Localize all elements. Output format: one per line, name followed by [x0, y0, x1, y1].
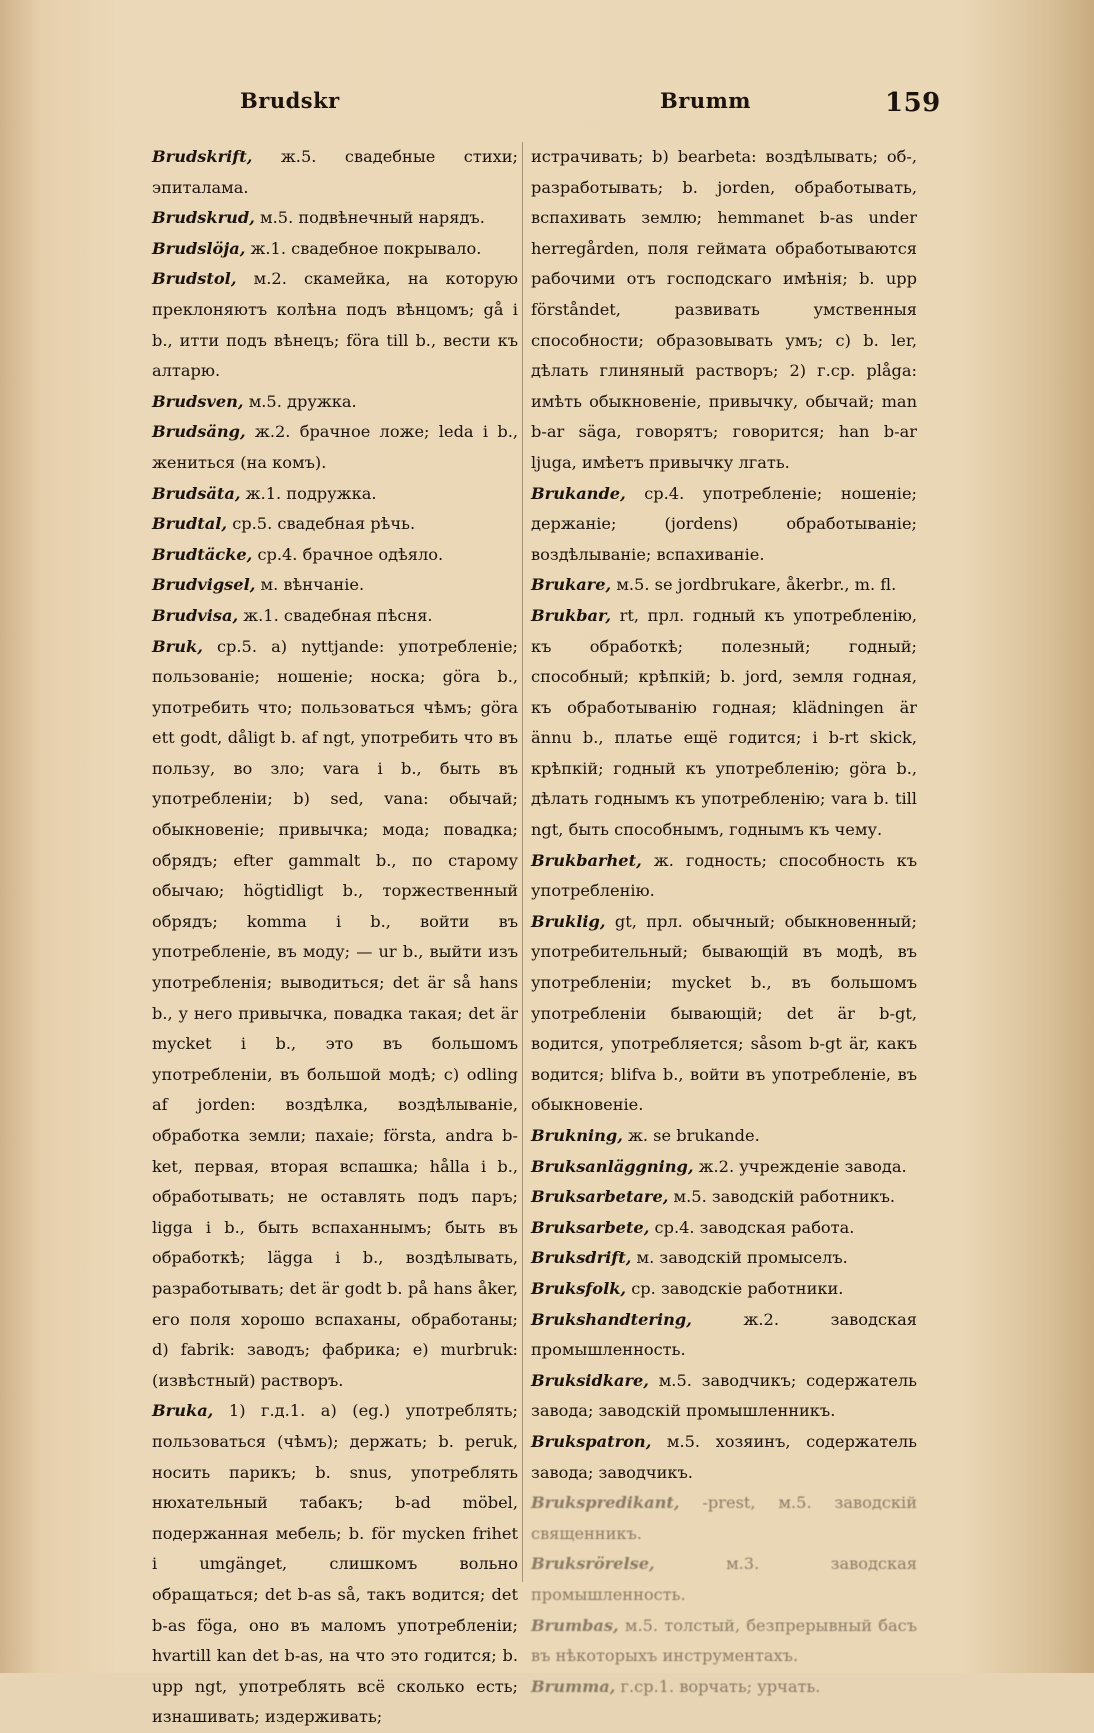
- right-column: [531, 142, 917, 1702]
- column-divider: [522, 142, 523, 1582]
- dictionary-entry: Brudskrift, ж.5. свадебные стихи; эпиталама.: [152, 147, 518, 197]
- dictionary-entry: Brukbar, rt, прл. годный къ употребленію, къ обработкѣ; полезный; годный; способный; крѣпкій; b. jord, земля годная, къ обработыванію годная; klädningen är ännu b., платье ещё годится; i b-rt skick, крѣпкій; годный къ употребленію; göra b., дѣлать годнымъ къ употребленію; vara b. till ngt, быть способнымъ, годнымъ къ чему.: [531, 605, 917, 840]
- dictionary-entry: Bruksanläggning, ж.2. учрежденіе завода.: [531, 1156, 907, 1176]
- dictionary-entry: Bruksdrift, м. заводскій промыселъ.: [531, 1248, 848, 1268]
- page-number: 159: [885, 88, 941, 118]
- dictionary-entry: Brukshandtering, ж.2. заводская промышленность.: [531, 1309, 917, 1360]
- dictionary-entry: Brudsäng, ж.2. брачное ложе; leda i b., жениться (на комъ).: [152, 422, 518, 472]
- right-guide-word: Brumm: [660, 88, 752, 113]
- dictionary-entry: Bruk, ср.5. a) nyttjande: употребленіе; пользованіе; ношеніе; носка; göra b., употребить что; пользоваться чѣмъ; göra ett godt, dåligt b. af ngt, употребить что въ пользу, во зло; vara i b., быть въ употребленіи; b) sed, vana: обычай; обыкновеніе; привычка; мода; повадка; обрядъ; efter gammalt b., по старому обычаю; högtidligt b., торжественный обрядъ; komma i b., войти въ употребленіе, въ моду; — ur b., выйти изъ употребленія; выводиться; det är så hans b., у него привычка, повадка такая; det är mycket i b., это въ большомъ употребленіи, въ большой модѣ; c) odling af jorden: воздѣлка, воздѣлываніе, обработка земли; пахаіе; första, andra b-ket, первая, вторая вспашка; hålla i b., обработывать; не оставлять подъ паръ; ligga i b., быть вспаханнымъ; быть въ обработкѣ; lägga i b., воздѣлывать, разработывать; det är godt b. på hans åker, его поля хорошо вспаханы, обработаны; d) fabrik: заводъ; фабрика; e) murbruk: (извѣстный) растворъ.: [152, 636, 518, 1390]
- dictionary-entry: Brumbas, м.5. толстый, безпрерывный басъ въ нѣкоторыхъ инструментахъ.: [531, 1615, 917, 1666]
- dictionary-entry: Bruksfolk, ср. заводскіе работники.: [531, 1278, 844, 1298]
- dictionary-entry-continuation: истрачивать; b) bearbeta: воздѣлывать; об-, разработывать; b. jorden, обработывать, вспахивать землю; hemmanet b-as under herregården, поля геймата обработываются рабочими отъ господскаго имѣнія; b. upp förståndet, развивать умственныя способности; образовывать умъ; c) b. ler, дѣлать глиняный растворъ; 2) г.ср. plåga: имѣть обыкновеніе, привычку, обычай; man b-ar säga, говорятъ; говорится; han b-ar ljuga, имѣетъ привычку лгать.: [531, 147, 917, 472]
- dictionary-entry: Brumma, г.ср.1. ворчать; урчать.: [531, 1676, 821, 1696]
- dictionary-entry: Brudsven, м.5. дружка.: [152, 391, 357, 411]
- dictionary-entry: Brudstol, м.2. скамейка, на которую преклоняютъ колѣна подъ вѣнцомъ; gå i b., итти подъ вѣнецъ; föra till b., вести къ алтарю.: [152, 269, 518, 381]
- dictionary-entry: Brudvigsel, м. вѣнчаніе.: [152, 575, 365, 595]
- dictionary-entry: Brukning, ж. se brukande.: [531, 1126, 760, 1145]
- dictionary-entry: Brukare, м.5. se jordbrukare, åkerbr., m. fl.: [531, 575, 897, 595]
- dictionary-entry: Bruklig, gt, прл. обычный; обыкновенный; употребительный; бывающій въ модѣ, въ употребленіи; mycket b., въ большомъ употребленіи бывающій; det är b-gt, водится, употребляется; såsom b-gt är, какъ водится; blifva b., войти въ употребленіе, въ обыкновеніе.: [531, 911, 917, 1115]
- dictionary-entry: Brukande, ср.4. употребленіе; ношеніе; держаніе; (jordens) обработываніе; воздѣлываніе; вспахиваніе.: [531, 483, 917, 564]
- dictionary-entry: Bruksarbete, ср.4. заводская работа.: [531, 1217, 855, 1237]
- dictionary-entry: Bruka, 1) г.д.1. a) (eg.) употреблять; пользоваться (чѣмъ); держать; b. peruk, носить парикъ; b. snus, употреблять нюхательный табакъ; b-ad möbel, подержанная мебель; b. för mycken frihet i umgänget, слишкомъ вольно обращаться; det b-as så, такъ водится; det b-as föga, оно въ маломъ употребленіи; hvartill kan det b-as, на что это годится; b. upp ngt, употреблять всё сколько есть; изнашивать; издерживать;: [152, 1401, 518, 1727]
- dictionary-entry: Brukspatron, м.5. хозяинъ, содержатель завода; заводчикъ.: [531, 1431, 917, 1482]
- dictionary-entry: Brudtal, ср.5. свадебная рѣчь.: [152, 514, 416, 534]
- dictionary-entry: Brudvisa, ж.1. свадебная пѣсня.: [152, 605, 433, 625]
- dictionary-entry: Brudsäta, ж.1. подружка.: [152, 483, 377, 503]
- dictionary-entry: Bruksrörelse, м.3. заводская промышленность.: [531, 1554, 917, 1604]
- dictionary-entry: Brudtäcke, ср.4. брачное одѣяло.: [152, 544, 444, 564]
- dictionary-entry: Brukbarhet, ж. годность; способность къ употребленію.: [531, 850, 917, 901]
- dictionary-entry: Brudslöja, ж.1. свадебное покрывало.: [152, 238, 482, 258]
- dictionary-entry: Brudskrud, м.5. подвѣнечный нарядъ.: [152, 208, 485, 228]
- left-column: [132, 142, 518, 1733]
- dictionary-entry: Brukspredikant, -prest, м.5. заводскій священникъ.: [531, 1493, 917, 1543]
- page-header: [130, 88, 941, 128]
- dictionary-entry: Bruksidkare, м.5. заводчикъ; содержатель завода; заводскій промышленникъ.: [531, 1370, 917, 1421]
- dictionary-entry: Bruksarbetare, м.5. заводскій работникъ.: [531, 1187, 896, 1207]
- left-guide-word: Brudskr: [240, 88, 340, 113]
